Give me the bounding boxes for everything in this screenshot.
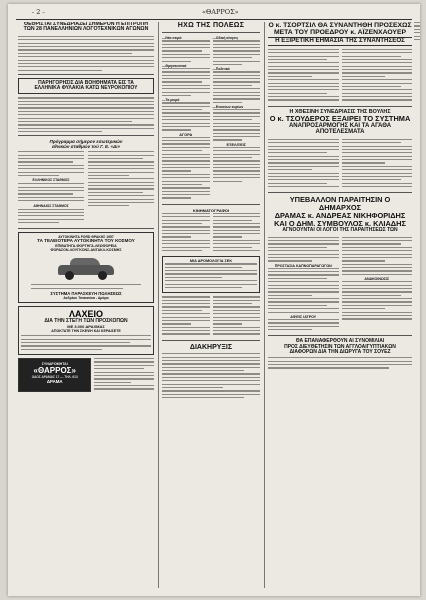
news-item-title: —Θρησκευτικά bbox=[162, 63, 187, 68]
section-title: ΕΛΛΗΝΙΚΟΣ ΣΤΑΘΜΟΣ bbox=[32, 178, 70, 183]
news-item-title: —Οδική κίνησις bbox=[212, 36, 239, 41]
headline: ΠΑΡΗΓΟΡΗΣΙΣ ΔΙΑ ΒΟΗΘΗΜΑΤΑ ΕΙΣ ΤΑ bbox=[38, 79, 134, 86]
section-title: ΑΘΗΝΑΙΟΣ ΣΤΑΘΜΟΣ bbox=[33, 203, 69, 208]
headline: ΠΡΟΣ ΔΙΕΥΘΕΤΗΣΙΝ ΤΩΝ ΑΓΓΛΟΑΙΓΥΠΤΙΑΚΩΝ bbox=[284, 343, 396, 350]
main-headline: ΜΕΤΑ ΤΟΥ ΠΡΟΕΔΡΟΥ κ. ΑΪΖΕΝΧΑΟΥΕΡ bbox=[273, 29, 407, 37]
article-subtitle: ΠΡΟΣΤΑΣΙΑ ΚΑΠΝΟΠΑΡΑΓΩΓΩΝ bbox=[274, 263, 332, 268]
program-title: Πρόγραμμα σήμερον εσωτερικών bbox=[49, 139, 123, 145]
column-divider bbox=[264, 22, 265, 588]
ad-text: ΜΕ 3.000 ΔΡΑΧΜΑΣ bbox=[67, 324, 105, 330]
masthead bbox=[8, 7, 420, 17]
ad-text: Ανδρέου Τσακανίκα - Δράμα bbox=[63, 295, 109, 300]
divider bbox=[18, 74, 154, 75]
news-item-title: —Τα μικρά bbox=[162, 98, 180, 103]
city-news-columns bbox=[162, 36, 260, 201]
page-edge-text bbox=[414, 22, 420, 588]
ad-text: ΑΠΟΚΤΑΤΕ ΤΗΝ ΣΚΕΨΗ ΚΑΙ ΚΕΡΔΙΣΕΤΕ bbox=[51, 329, 121, 334]
news-section-title: ΑΓΟΡΑ bbox=[179, 132, 193, 137]
news-item-title: —Ενοικίων κυρίων bbox=[212, 105, 244, 110]
ad-text: ΑΥΤΟΚΙΝΗΤΑ FORD ΘΡΑΚΗΣ 1957 bbox=[58, 235, 114, 240]
column-middle bbox=[162, 22, 260, 590]
divider bbox=[18, 135, 154, 136]
headline: ΕΛΛΗΝΙΚΑ ΦΥΛΑΚΙΑ ΚΑΤΩ ΝΕΥΡΟΚΟΠΙΟΥ bbox=[34, 85, 138, 92]
ad-text: ΕΠΙΒΑΤΗΓΑ-ΦΟΡΤΗΓΑ-ΛΕΩΦΟΡΕΙΑ bbox=[55, 244, 117, 249]
ad-text: ΦΟΡΔΣΟΝ-ΛΟΥΓΚΟΝΣ-ΑΝΤΑΚΛ-ΚΟΣΜΗΣ bbox=[50, 248, 122, 253]
news-section-title: ΚΙΝΗΜΑΤΟΓΡΑΦΟΙ bbox=[192, 207, 230, 213]
divider bbox=[18, 228, 154, 229]
section-headline: ΗΧΩ ΤΗΣ ΠΟΛΕΩΣ bbox=[177, 22, 245, 29]
divider bbox=[162, 32, 260, 33]
car-illustration bbox=[56, 255, 116, 281]
article-text bbox=[18, 36, 154, 71]
headline: ΔΙΑΦΟΡΩΝ ΔΙΑ ΤΗΝ ΔΙΩΡΥΓΑ ΤΟΥ ΣΟΥΕΖ bbox=[289, 348, 391, 355]
divider bbox=[268, 192, 412, 193]
headline: ΑΓΝΟΟΥΝΤΑΙ ΟΙ ΛΟΓΟΙ ΤΗΣ ΠΑΡΑΙΤΗΣΕΩΣ ΤΩΝ bbox=[282, 227, 398, 234]
box-name: «ΘΑΡΡΟΣ» bbox=[33, 366, 76, 376]
main-subheadline: Η ΕΞΙΡΕΤΙΚΗ ΕΗΜΑΣΙΑ ΤΗΣ ΣΥΝΑΝΤΗΣΕΟΣ bbox=[268, 37, 412, 46]
headline: ΘΕΘΡΙΣΤΑΙ ΣΥΝΕΔΡΙΑΖΕΙ ΣΗΜΕΡΟΝ Η ΕΠΙΤΡΟΠΗ bbox=[24, 22, 148, 27]
ad-headline: ΤΑ ΤΕΛΕΙΟΤΕΡΑ ΑΥΤΟΚΙΝΗΤΑ ΤΟΥ ΚΟΣΜΟΥ bbox=[37, 238, 135, 244]
article-subtitle: ΑΝΑΚΟΙΝΩΣΙΣ bbox=[364, 277, 390, 282]
headline: ΥΠΕΒΑΛΛΟΝ ΠΑΡΑΙΤΗΣΙΝ Ο ΔΗΜΑΡΧΟΣ bbox=[289, 195, 391, 213]
lottery-advertisement bbox=[18, 306, 154, 355]
notice-headline: ΔΙΑΚΗΡΥΞΙΣ bbox=[189, 343, 233, 351]
newspaper-page bbox=[8, 4, 420, 596]
divider bbox=[268, 335, 412, 336]
article-subtitle: ΑΦΙΞΙΣ ΙΑΤΡΟΥ bbox=[290, 314, 317, 319]
article-text bbox=[18, 97, 154, 132]
header-rule bbox=[16, 19, 412, 20]
column-left bbox=[18, 22, 154, 590]
ad-headline: ΣΥΣΤΗΜΑ ΠΑΡΑΣΚΕΥΗ ΠΩΛΗΣΕΩΣ bbox=[50, 290, 122, 296]
subscriber-box-row bbox=[18, 358, 154, 392]
page-number: - 2 - bbox=[32, 8, 45, 16]
program-listing bbox=[18, 151, 154, 225]
headline: ΔΡΑΜΑΣ κ. ΑΝΔΡΕΑΣ ΝΙΚΗΦΟΡΙΔΗΣ bbox=[274, 210, 406, 220]
column-divider bbox=[158, 22, 159, 588]
program-subtitle: εθνικών σταθμών τού Γ. Ε. «Δι» bbox=[51, 144, 121, 150]
main-headline: Ο κ. ΤΣΟΡΤΣΙΛ ΘΑ ΣΥΝΑΝΤΗΘΗ ΠΡΟΣΕΧΩΣ bbox=[268, 22, 412, 29]
ad-headline: ΛΑΧΕΙΟ bbox=[68, 308, 103, 319]
subscriber-box bbox=[18, 358, 91, 392]
box-title: ΣΥΝΔΡΟΜΗΤΑΙ bbox=[41, 362, 68, 367]
news-item-title: —Πολιτικά bbox=[212, 67, 230, 72]
news-section-title: ΕΞΕΛΙΞΕΙΣ bbox=[226, 142, 246, 147]
headline-box bbox=[18, 78, 154, 95]
car-advertisement bbox=[18, 232, 154, 303]
divider bbox=[162, 340, 260, 341]
box-address: ΟΔΟΣ ΔΡΑΜΑΣ 17 — ΤΗΛ. 613 bbox=[31, 375, 78, 380]
headline: ΚΑΙ Ο ΔΗΜ. ΣΥΜΒΟΥΛΟΣ κ. ΚΛΙΑΔΗΣ bbox=[274, 218, 406, 228]
newspaper-title: «ΘΑΡΡΟΣ» bbox=[202, 8, 239, 16]
headline: ΘΑ ΕΠΑΝΑΦΕΡΘΟΥΝ ΑΙ ΣΥΝΟΜΙΛΙΑΙ bbox=[295, 338, 385, 345]
divider bbox=[268, 106, 412, 107]
ad-headline: ΔΙΑ ΤΗΝ ΣΤΕΓΗ ΤΩΝ ΠΡΟΣΚΟΠΩΝ bbox=[44, 317, 128, 324]
box-city: ΔΡΑΜΑ bbox=[46, 379, 63, 385]
news-item-title: —Νέα σειρά bbox=[162, 36, 182, 41]
train-schedule-box bbox=[162, 256, 260, 293]
box-title: ΜΙΑ ΔΡΟΜΟΛΟΓΙΑ ΣΕΚ bbox=[189, 259, 233, 264]
headline: Ο κ. ΤΣΟΥΔΕΡΟΣ ΕΞΑΙΡΕΙ ΤΟ ΣΥΣΤΗΜΑ bbox=[269, 114, 411, 124]
headline: ΤΩΝ 28 ΠΑΝΕΛΛΗΝΙΩΝ ΛΟΓΟΤΕΧΝΙΚΩΝ ΑΓΩΝΩΝ bbox=[23, 26, 149, 33]
headline: Η ΧΘΕΣΙΝΗ ΣΥΝΕΔΡΙΑΣΙΣ ΤΗΣ ΒΟΥΛΗΣ bbox=[289, 108, 391, 115]
column-right bbox=[268, 22, 412, 590]
headline: ΑΝΑΠΡΟΣΑΡΜΟΓΗΣ ΚΑΙ ΤΑ ΑΓΑΘΑ ΑΠΟΤΕΛΕΣΜΑΤΑ bbox=[288, 123, 392, 136]
divider bbox=[162, 204, 260, 205]
